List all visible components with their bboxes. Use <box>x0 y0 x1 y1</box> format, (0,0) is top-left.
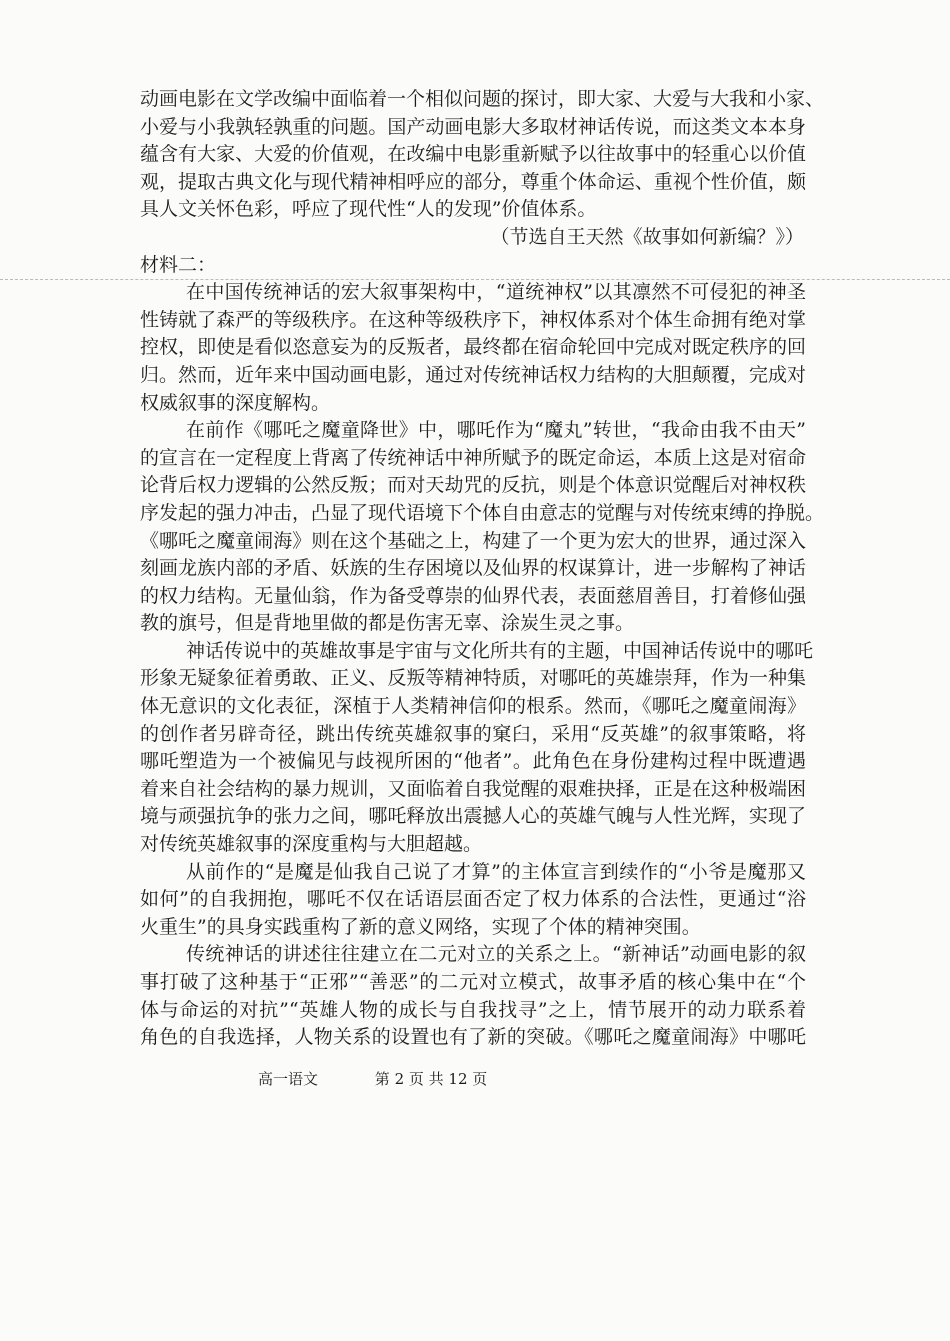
footer-subject: 高一语文 <box>258 1070 319 1088</box>
section-label <box>140 252 806 280</box>
text-line: 《哪吒之魔童闹海》则在这个基础之上，构建了一个更为宏大的世界，通过深入 <box>140 529 806 552</box>
text-line: 刻画龙族内部的矛盾、妖族的生存困境以及仙界的权谋算计，进一步解构了神话 <box>140 557 806 580</box>
paragraph <box>140 859 806 942</box>
source-citation <box>140 224 806 252</box>
footer-page-number: 第 2 页 共 12 页 <box>374 1070 488 1088</box>
text-line: （节选自王天然《故事如何新编？》） <box>490 225 804 248</box>
text-line: 体与命运的对抗”“英雄人物的成长与自我找寻”之上，情节展开的动力联系着 <box>140 998 806 1021</box>
text-line: 材料二： <box>140 253 217 276</box>
text-line: 境与顽强抗争的张力之间，哪吒释放出震撼人心的英雄气魄与人性光辉，实现了 <box>140 805 806 828</box>
paragraph <box>140 638 814 859</box>
paragraph <box>140 279 806 417</box>
text-line: 的宣言在一定程度上背离了传统神话中神所赋予的既定命运，本质上这是对宿命 <box>140 446 806 469</box>
text-line: 哪吒塑造为一个被偏见与歧视所困的“他者”。此角色在身份建构过程中既遭遇 <box>140 750 806 773</box>
text-line: 控权，即使是看似恣意妄为的反叛者，最终都在宿命轮回中完成对既定秩序的回 <box>140 336 806 359</box>
text-line: 体无意识的文化表征，深植于人类精神信仰的根系。然而，《哪吒之魔童闹海》 <box>140 695 806 718</box>
text-line: 观，提取古典文化与现代精神相呼应的部分，尊重个体命运、重视个性价值，颇 <box>140 170 806 193</box>
text-line: 角色的自我选择，人物关系的设置也有了新的突破。《哪吒之魔童闹海》中哪吒 <box>140 1026 806 1049</box>
text-line: 事打破了这种基于“正邪”“善恶”的二元对立模式，故事矛盾的核心集中在“个 <box>140 971 806 993</box>
paragraph <box>140 941 806 1051</box>
text-line: 的权力结构。无量仙翁，作为备受尊崇的仙界代表，表面慈眉善目，打着修仙强 <box>140 584 806 607</box>
text-line: 具人文关怀色彩，呼应了现代性“人的发现”价值体系。 <box>140 198 597 221</box>
text-line: 动画电影在文学改编中面临着一个相似问题的探讨，即大家、大爱与大我和小家、 <box>140 88 825 110</box>
text-line: 的创作者另辟奇径，跳出传统英雄叙事的窠臼，采用“反英雄”的叙事策略，将 <box>140 722 806 745</box>
text-line: 教的旗号，但是背地里做的都是伤害无辜、涂炭生灵之事。 <box>140 612 635 635</box>
document-body <box>140 86 825 1052</box>
text-line: 权威叙事的深度解构。 <box>140 391 331 414</box>
text-line: 如何”的自我拥抱，哪吒不仅在话语层面否定了权力体系的合法性，更通过“浴 <box>140 888 806 911</box>
page-footer <box>258 1068 539 1089</box>
text-line: 对传统英雄叙事的深度重构与大胆超越。 <box>140 833 483 856</box>
text-line: 小爱与小我孰轻孰重的问题。国产动画电影大多取材神话传说，而这类文本本身 <box>140 115 806 138</box>
text-line: 序发起的强力冲击，凸显了现代语境下个体自由意志的觉醒与对传统束缚的挣脱。 <box>140 501 825 524</box>
text-line: 形象无疑象征着勇敢、正义、反叛等精神特质，对哪吒的英雄崇拜，作为一种集 <box>140 667 806 690</box>
text-line: 着来自社会结构的暴力规训，又面临着自我觉醒的艰难抉择，正是在这种极端困 <box>140 777 806 800</box>
text-line: 性铸就了森严的等级秩序。在这种等级秩序下，神权体系对个体生命拥有绝对掌 <box>140 308 806 331</box>
paragraph <box>140 417 825 638</box>
text-line: 在中国传统神话的宏大叙事架构中，“道统神权”以其凛然不可侵犯的神圣 <box>186 281 806 304</box>
text-line: 论背后权力逻辑的公然反叛；而对天劫咒的反抗，则是个体意识觉醒后对神权秩 <box>140 474 806 497</box>
paragraph <box>140 86 825 224</box>
text-line: 在前作《哪吒之魔童降世》中，哪吒作为“魔丸”转世，“我命由我不由天” <box>186 419 806 442</box>
text-line: 蕴含有大家、大爱的价值观，在改编中电影重新赋予以往故事中的轻重心以价值 <box>140 143 806 166</box>
text-line: 神话传说中的英雄故事是宇宙与文化所共有的主题，中国神话传说中的哪吒 <box>186 639 814 662</box>
text-line: 归。然而，近年来中国动画电影，通过对传统神话权力结构的大胆颠覆，完成对 <box>140 363 806 386</box>
text-line: 传统神话的讲述往往建立在二元对立的关系之上。“新神话”动画电影的叙 <box>186 943 806 966</box>
text-line: 火重生”的具身实践重构了新的意义网络，实现了个体的精神突围。 <box>140 915 701 938</box>
text-line: 从前作的“是魔是仙我自己说了才算”的主体宣言到续作的“小爷是魔那又 <box>186 860 806 883</box>
